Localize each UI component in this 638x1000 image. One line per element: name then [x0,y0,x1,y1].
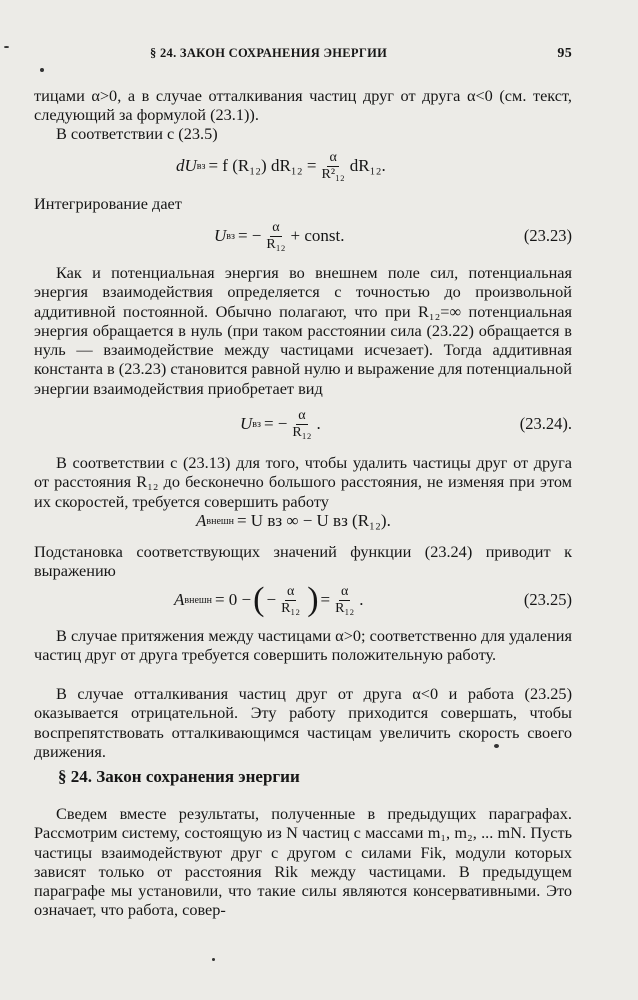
paragraph-2 [34,124,572,143]
section-heading: § 24. Закон сохранения энергии [58,767,300,786]
header-title: § 24. ЗАКОН СОХРАНЕНИЯ ЭНЕРГИИ [150,46,388,60]
fraction-denominator: R²₁₂ [321,166,345,182]
paragraph-text: тицами α>0, а в случае отталкивания частиц друг от друга α<0 (см. текст, следующий за формулой (23.1)). [34,86,572,125]
paragraph-9 [34,804,572,920]
formula-inner-sign: − [266,590,277,609]
equation-number: (23.25) [523,590,572,609]
formula-lhs: A [174,590,185,609]
formula-fraction-2 [333,584,356,617]
formula-fraction [264,220,287,253]
fraction-denominator: R₁₂ [281,600,301,616]
paragraph-text: Как и потенциальная энергия во внешнем поле сил, потенциальная энергия взаимодействия определяется с точностью до произвольной аддитивной постоянной. Обычно полагают, что при R₁₂=∞ потенциальная энергия обращается в нуль (при таком расстоянии сила (23.22) обращается в нуль — взаимодействие между частицами исчезает). Тогда аддитивная константа в (23.23) становится равной нулю и выражение для потенциальной энергии взаимодействия приобретает вид [34,263,572,398]
paragraph-1 [34,86,572,125]
formula-lhs-sub: вз [226,230,235,242]
formula-lhs-sub: внешн [206,515,234,527]
paragraph-4 [34,263,572,398]
formula-rhs: = U вз ∞ − U вз (R₁₂). [236,511,391,530]
formula-23-25 [34,578,572,622]
formula-lhs: U [240,414,253,433]
paragraph-7 [34,626,572,665]
formula-lhs: A [196,511,207,530]
paragraph-8 [34,684,572,761]
formula-lhs-sub: вз [196,160,206,172]
print-speck [494,744,499,748]
equation-number: (23.23) [523,226,572,245]
formula-fraction [279,584,302,617]
formula-work [34,504,572,538]
formula-23-23 [34,214,572,258]
formula-lhs-sub: вз [252,418,261,430]
paragraph-3 [34,194,572,213]
formula-rhs: . [316,414,321,433]
formula-mid: = − [263,414,288,433]
paragraph-text: Сведем вместе результаты, полученные в предыдущих параграфах. Рассмотрим систему, состоящую из N частиц с массами m₁, m₂, ... mN. Пусть частицы взаимодействуют друг с другом с силами Fik, модули которых зависят только от расстояния Rik между частицами. В предыдущем параграфе мы установили, что такие силы являются консервативными. Это означает, что работа, совер- [34,804,572,920]
formula-fraction [290,408,313,441]
formula-equals: = [320,590,331,609]
paragraph-5 [34,453,572,511]
paragraph-text: В соответствии с (23.13) для того, чтобы удалить частицы друг от друга от расстояния R₁₂ до бесконечно большого расстояния, не изменяя при этом их скоростей, требуется совершить работу [34,453,572,511]
formula-dU [34,144,572,188]
fraction-numerator: α [329,149,337,165]
paragraph-text: В случае отталкивания частиц друг от друга α<0 и работа (23.25) оказывается отрицательной. Эту работу приходится совершать, чтобы воспрепятствовать отталкивающимся частицам увеличить скорость своего движения. [34,684,572,761]
formula-fraction [320,150,347,183]
formula-mid: = − [237,226,262,245]
print-speck [212,958,215,961]
fraction-denominator: R₁₂ [292,424,312,440]
close-paren: ) [307,581,319,618]
print-speck [4,46,9,48]
formula-lhs: U [214,226,227,245]
paragraph-text: Подстановка соответствующих значений функции (23.24) приводит к выражению [34,542,572,581]
open-paren: ( [253,581,265,618]
fraction-numerator: α [272,219,280,235]
print-speck [40,68,44,72]
formula-rhs: dR₁₂. [349,156,386,175]
formula-lhs: dU [176,156,197,175]
fraction-numerator: α [286,583,295,599]
paragraph-text: В случае притяжения между частицами α>0; соответственно для удаления частиц друг от друга требуется совершить положительную работу. [34,626,572,665]
paragraph-6 [34,542,572,581]
running-header [150,46,572,64]
fraction-denominator: R₁₂ [335,600,355,616]
fraction-denominator: R₁₂ [266,236,286,252]
fraction-numerator: α [298,407,306,423]
page-number: 95 [557,46,572,61]
paragraph-text: Интегрирование дает [34,194,182,213]
formula-23-24 [34,402,572,446]
formula-mid: = 0 − [214,590,252,609]
formula-mid: = f (R₁₂) dR₁₂ = [208,156,317,175]
formula-rhs: . [359,590,364,609]
formula-lhs-sub: внешн [184,594,212,606]
equation-number: (23.24). [519,414,572,433]
paragraph-text: В соответствии с (23.5) [56,124,218,143]
formula-rhs: + const. [290,226,345,245]
fraction-numerator: α [340,583,349,599]
